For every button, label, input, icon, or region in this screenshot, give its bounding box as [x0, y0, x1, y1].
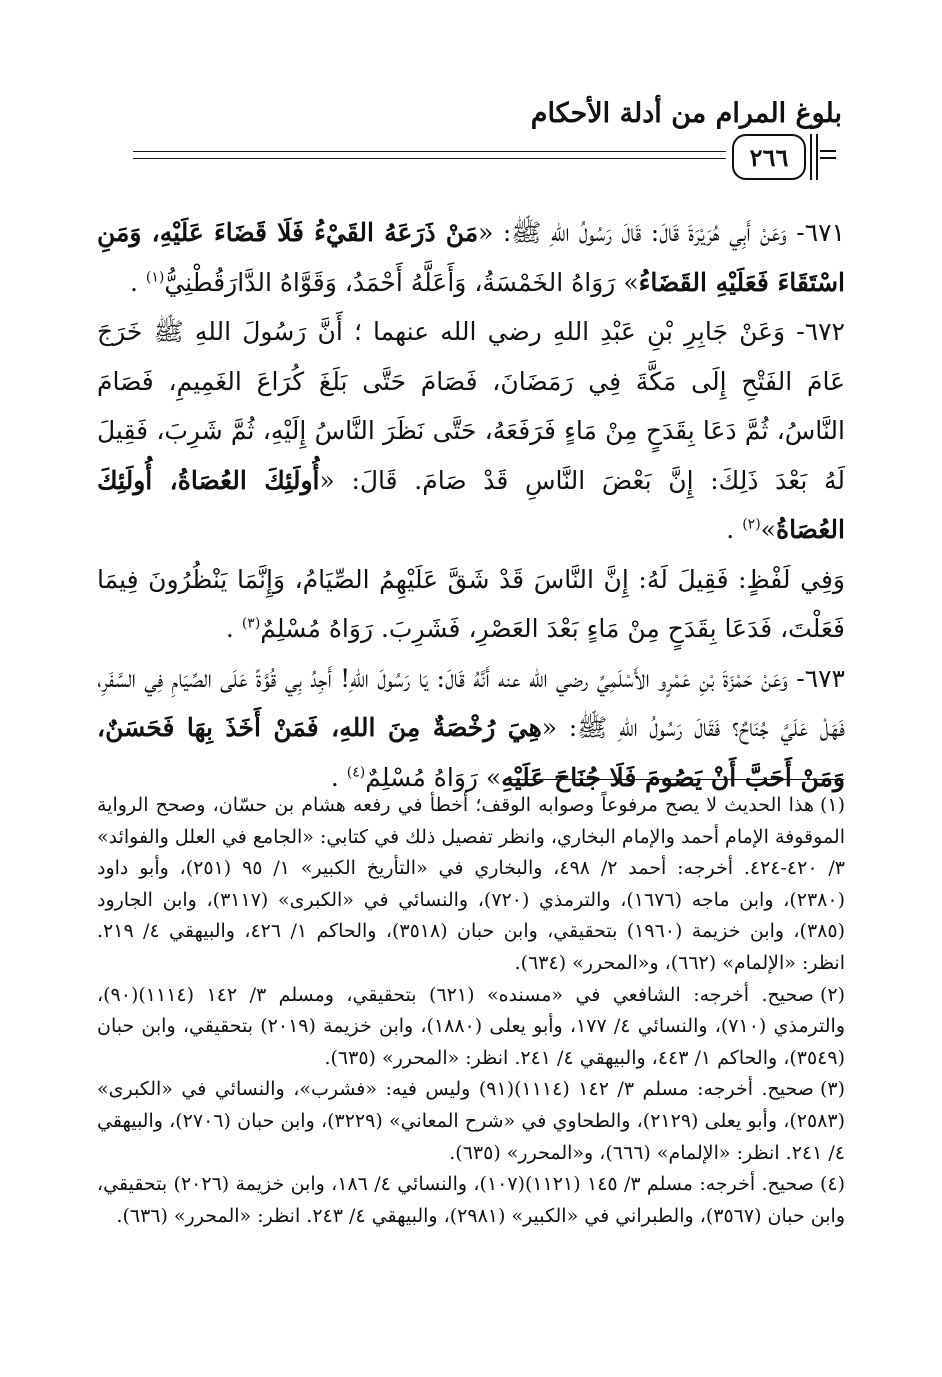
page-number-ornament — [810, 134, 818, 180]
footnote-label: (١) — [819, 794, 845, 816]
main-text — [97, 208, 845, 802]
footnote-separator — [509, 779, 844, 780]
hadith-text: - وَعَنْ جَابِرِ بْنِ عَبْدِ اللهِ رضي الله عنهما ؛ أَنَّ رَسُولَ اللهِ ﷺ خَرَجَ عَامَ الفَتْحِ إِلَى مَكَّةَ فِي رَمَضَانَ، فَصَامَ حَتَّى بَلَغَ كُرَاعَ الغَمِيمِ، فَصَامَ النَّاسُ، ثُمَّ دَعَا بِقَدَحٍ مِنْ مَاءٍ فَرَفَعَهُ، حَتَّى نَظَرَ النَّاسُ إِلَيْهِ، ثُمَّ شَرِبَ، فَقِيلَ لَهُ بَعْدَ ذَلِكَ: إِنَّ بَعْضَ النَّاسِ قَدْ صَامَ. قَالَ: « — [97, 317, 845, 495]
hadith-text: : فَقِيلَ لَهُ: إِنَّ النَّاسَ قَدْ شَقَّ عَلَيْهِمُ الصِّيَامُ، وَإِنَّمَا يَنْظُرُونَ فِيمَا فَعَلْتَ، فَدَعَا بِقَدَحٍ مِنْ مَاءٍ بَعْدَ العَصْرِ، فَشَرِبَ. رَوَاهُ مُسْلِمٌ — [97, 564, 845, 643]
hadith-text: » رَوَاهُ الخَمْسَةُ، وَأَعَلَّهُ أَحْمَدُ، وَقَوَّاهُ الدَّارَقُطْنِيُّ — [164, 267, 639, 297]
header-rule-bottom — [133, 158, 726, 159]
hadith-end: . — [726, 515, 743, 544]
hadith-text: » رَوَاهُ مُسْلِمٌ — [365, 762, 502, 792]
prophetic-saying: مَنْ ذَرَعَهُ القَيْءُ فَلَا قَضَاءَ عَلَيْهِ، وَمَنِ اسْتَقَاءَ فَعَلَيْهِ القَضَاءُ — [97, 218, 845, 297]
header-rule-top — [133, 151, 726, 152]
variant-lead: وَفِي لَفْظٍ — [746, 564, 845, 594]
hadith-end: . — [330, 762, 347, 792]
footnote-ref: (١) — [145, 269, 165, 286]
footnote-3 — [97, 1074, 845, 1169]
hadith-number: ٦٧٢ — [804, 317, 845, 346]
hadith-text: - وَعَنْ أَبِي هُرَيْرَةَ قَالَ: قَالَ رَسُولُ اللهِ ﷺ: « — [478, 218, 805, 247]
hadith-text: - وَعَنْ حَمْزَةَ بْنِ عَمْرٍو الأَسْلَمِيِّ رضي الله عنه أَنَّهُ قَالَ: يَا رَسُولَ اللهِ! أَجِدُ بِي قُوَّةً عَلَى الصِّيَامِ فِي السَّفَرِ، فَهَلْ عَلَيَّ جُنَاحٌ؟ فَقَالَ رَسُولُ اللهِ ﷺ: « — [97, 663, 845, 742]
hadith-number: ٦٧١ — [804, 218, 845, 247]
footnote-1 — [97, 790, 845, 980]
footnote-label: (٤) — [819, 1173, 845, 1196]
prophetic-saying: هِيَ رُخْصَةٌ مِنَ اللهِ، فَمَنْ أَخَذَ بِهَا فَحَسَنٌ، وَمَنْ أَحَبَّ أَنْ يَصُومَ فَلَا جُنَاحَ عَلَيْهِ — [97, 713, 845, 792]
footnote-text: صحيح. أخرجه: مسلم ٣/ ١٤٥ (١١٢١)(١٠٧)، والنسائي ٤/ ١٨٦، وابن خزيمة (٢٠٢٦) بتحقيقي، وابن حبان (٣٥٦٧)، والطبراني في «الكبير» (٢٩٨١)، والبيهقي ٤/ ٢٤٣. انظر: «المحرر» (٦٣٦). — [97, 1173, 845, 1227]
page-number: ٢٦٦ — [732, 134, 806, 180]
footnote-text: صحيح. أخرجه: مسلم ٣/ ١٤٢ (١١١٤)(٩١) وليس فيه: «فشرب»، والنسائي في «الكبرى» (٢٥٨٣)، وأبو يعلى (٢١٢٩)، والطحاوي في «شرح المعاني» (٣٢٢٩)، وابن حبان (٢٧٠٦)، والبيهقي ٤/ ٢٤١. انظر: «الإلمام» (٦٦٦)، و«المحرر» (٦٣٥). — [97, 1078, 845, 1164]
running-title: بلوغ المرام من أدلة الأحكام — [530, 98, 842, 129]
footnotes — [97, 790, 845, 1232]
hadith-end: . — [225, 614, 242, 643]
hadith-671 — [97, 208, 845, 307]
footnote-text: صحيح. أخرجه: الشافعي في «مسنده» (٦٢١) بتحقيقي، ومسلم ٣/ ١٤٢ (١١١٤)(٩٠)، والترمذي (٧١٠)، والنسائي ٤/ ١٧٧، وأبو يعلى (١٨٨٠)، وابن خزيمة (٢٠١٩) بتحقيقي، وابن حبان (٣٥٤٩)، والحاكم ١/ ٤٤٣، والبيهقي ٤/ ٢٤١. انظر: «المحرر» (٦٣٥). — [97, 983, 845, 1069]
footnote-label: (٢) — [819, 983, 845, 1006]
header-ornament-mark — [820, 150, 836, 159]
footnote-text: هذا الحديث لا يصح مرفوعاً وصوابه الوقف؛ أخطأ في رفعه هشام بن حسّان، وصحح الرواية الموقوفة الإمام أحمد والإمام البخاري، وانظر تفصيل ذلك في كتابي: «الجامع في العلل والفوائد» ٣/ ٤٢٠-٤٢٤. أخرجه: أحمد ٢/ ٤٩٨، والبخاري في «التأريخ الكبير» ١/ ٩٥ (٢٥١)، وأبو داود (٢٣٨٠)، وابن ماجه (١٦٧٦)، والترمذي (٧٢٠)، والنسائي في «الكبرى» (٣١١٧)، وابن الجارود (٣٨٥)، وابن خزيمة (١٩٦٠) بتحقيقي، وابن حبان (٣٥١٨)، والحاكم ١/ ٤٢٦، والبيهقي ٤/ ٢١٩. انظر: «الإلمام» (٦٦٢)، و«المحرر» (٦٣٤). — [97, 794, 846, 974]
hadith-672-variant — [97, 555, 845, 654]
hadith-672 — [97, 307, 845, 555]
hadith-end: . — [129, 267, 146, 297]
footnote-ref: (٤) — [346, 764, 366, 781]
footnote-4 — [97, 1169, 845, 1232]
footnote-ref: (٢) — [742, 516, 761, 533]
footnote-ref: (٣) — [241, 615, 261, 632]
footnote-label: (٣) — [819, 1078, 845, 1101]
footnote-2 — [97, 980, 845, 1075]
prophetic-saying: أُولَئِكَ العُصَاةُ، أُولَئِكَ العُصَاةُ — [97, 465, 845, 544]
hadith-number: ٦٧٣ — [804, 663, 845, 693]
hadith-text: » — [760, 515, 776, 544]
